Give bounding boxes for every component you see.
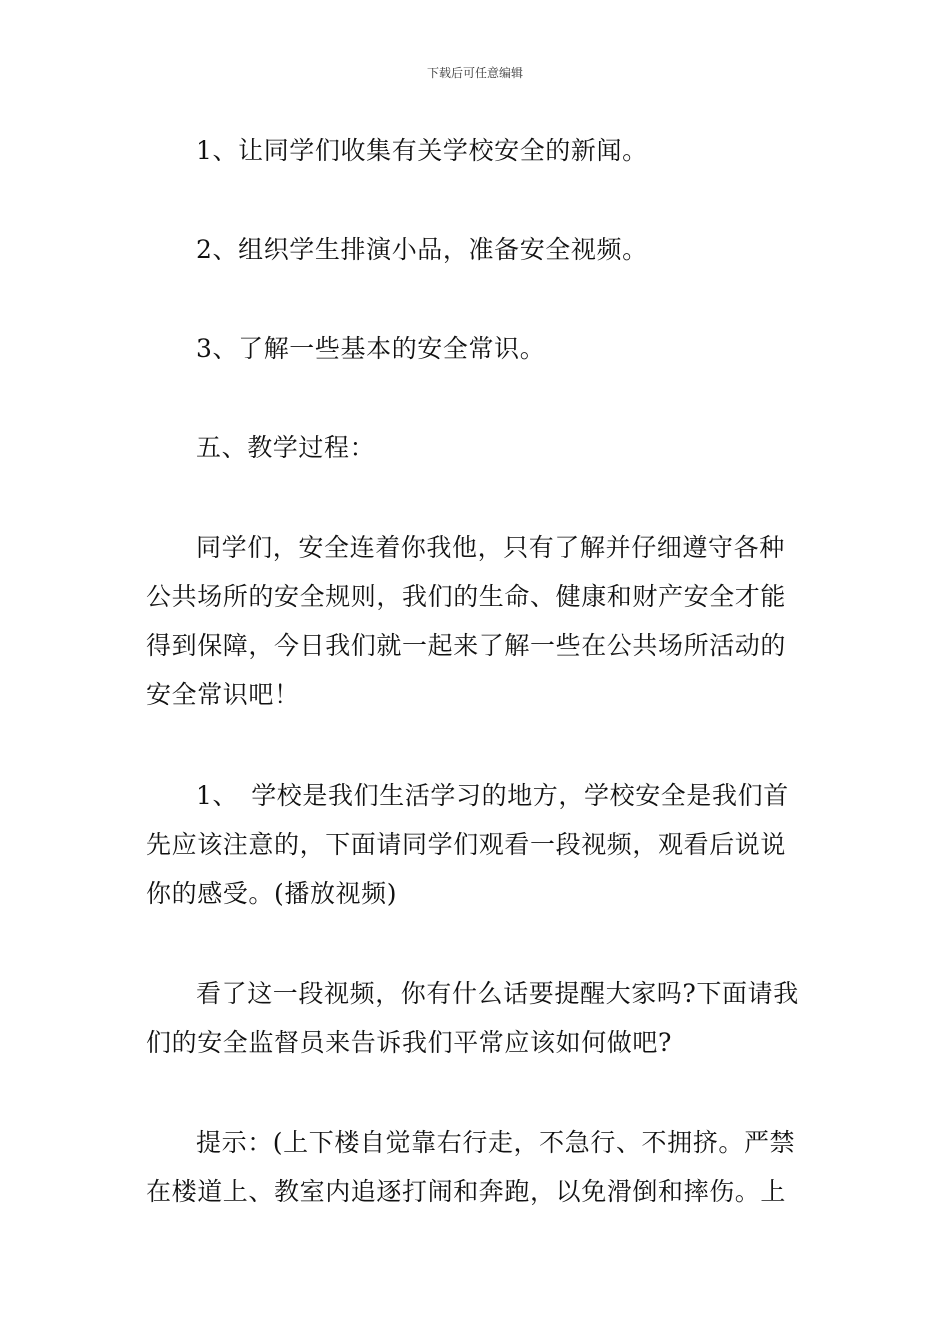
step-1-paragraph: 1、 学校是我们生活学习的地方，学校安全是我们首先应该注意的，下面请同学们观看一段视频，观看后说说你的感受。(播放视频): [146, 781, 789, 908]
prep-item-3: 3、了解一些基本的安全常识。: [196, 334, 546, 363]
page-header: 下载后可任意编辑: [426, 66, 523, 80]
prep-item-2: 2、组织学生排演小品，准备安全视频。: [196, 235, 648, 264]
section-heading: 五、教学过程：: [196, 433, 376, 462]
hint-paragraph: 提示：(上下楼自觉靠右行走，不急行、不拥挤。严禁在楼道上、教室内追逐打闹和奔跑，以免滑倒和摔伤。上: [146, 1128, 796, 1206]
intro-paragraph: 同学们，安全连着你我他，只有了解并仔细遵守各种公共场所的安全规则，我们的生命、健康和财产安全才能得到保障，今日我们就一起来了解一些在公共场所活动的安全常识吧！: [146, 533, 787, 709]
prep-item-1: 1、让同学们收集有关学校安全的新闻。: [196, 136, 648, 165]
question-paragraph: 看了这一段视频，你有什么话要提醒大家吗?下面请我们的安全监督员来告诉我们平常应该如何做吧?: [146, 979, 799, 1057]
